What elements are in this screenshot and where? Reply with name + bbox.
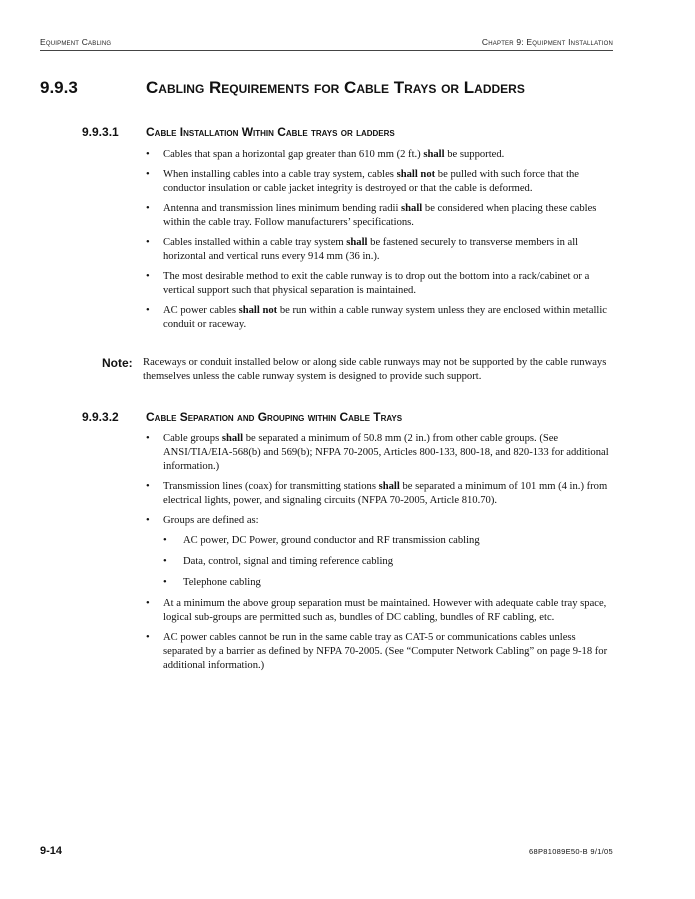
- document-id: 68P81089E50-B 9/1/05: [529, 847, 613, 856]
- bullet-list-2: [146, 432, 616, 679]
- note-text: Raceways or conduit installed below or along side cable runways may not be supported by the cable runways themselves unless the cable runway system is designed to provide such support.: [143, 357, 607, 382]
- note-block: [102, 356, 616, 384]
- subsection-title: Cable Separation and Grouping within Cable Trays: [146, 410, 403, 424]
- subsection-number: 9.9.3.2: [82, 410, 119, 424]
- list-item: • Transmission lines (coax) for transmitting stations shall be separated a minimum of 101 mm (4 in.) from electrical lights, power, and signaling circuits (NFPA 70-2005, Article 810.70).: [146, 480, 616, 508]
- list-item: • Telephone cabling: [163, 576, 616, 590]
- list-item: • AC power cables shall not be run within a cable runway system unless they are enclosed within metallic conduit or raceway.: [146, 304, 616, 332]
- bullet-list-1: [146, 148, 616, 338]
- note-label: Note:: [102, 356, 133, 370]
- header-divider: [40, 50, 613, 51]
- list-item: • Cable groups shall be separated a minimum of 50.8 mm (2 in.) from other cable groups. (See ANSI/TIA/EIA-568(b) and 569(b); NFPA 70-2005, Articles 800-133, 800-18, and 820-133 for additional information.): [146, 432, 616, 474]
- running-header-right: Chapter 9: Equipment Installation: [481, 37, 613, 47]
- list-item: • The most desirable method to exit the cable runway is to drop out the bottom into a rack/cabinet or a vertical support such that physical separation is maintained.: [146, 270, 616, 298]
- running-header-left: Equipment Cabling: [40, 37, 112, 47]
- list-item: • Data, control, signal and timing reference cabling: [163, 555, 616, 569]
- section-number: 9.9.3: [40, 78, 78, 97]
- subsection-number: 9.9.3.1: [82, 125, 119, 139]
- section-title: Cabling Requirements for Cable Trays or Ladders: [146, 78, 525, 97]
- list-item: • Cables installed within a cable tray system shall be fastened securely to transverse members in all horizontal and vertical runs every 914 mm (36 in.).: [146, 236, 616, 264]
- list-item: • Cables that span a horizontal gap greater than 610 mm (2 ft.) shall be supported.: [146, 148, 616, 162]
- list-item: • AC power cables cannot be run in the same cable tray as CAT-5 or communications cables unless separated by a barrier as defined by NFPA 70-2005. (See “Computer Network Cabling” on page 9-18 for additional information.): [146, 631, 616, 673]
- page-number: 9-14: [40, 845, 63, 857]
- list-item: • Groups are defined as: • AC power, DC Power, ground conductor and RF transmission cabling • Data, control, signal and timing reference cabling • Telephone cabling: [146, 514, 616, 590]
- list-item: • Antenna and transmission lines minimum bending radii shall be considered when placing these cables within the cable tray. Follow manufacturers’ specifications.: [146, 202, 616, 230]
- list-item: • AC power, DC Power, ground conductor and RF transmission cabling: [163, 534, 616, 548]
- list-item: • When installing cables into a cable tray system, cables shall not be pulled with such force that the conductor insulation or cable jacket integrity is destroyed or that the cable is deformed.: [146, 168, 616, 196]
- group-list: [163, 534, 616, 590]
- list-item: • At a minimum the above group separation must be maintained. However with adequate cable tray space, logical sub-groups are permitted such as, bundles of DC cabling, bundles of RF cabling, etc.: [146, 597, 616, 625]
- subsection-title: Cable Installation Within Cable trays or ladders: [146, 125, 395, 139]
